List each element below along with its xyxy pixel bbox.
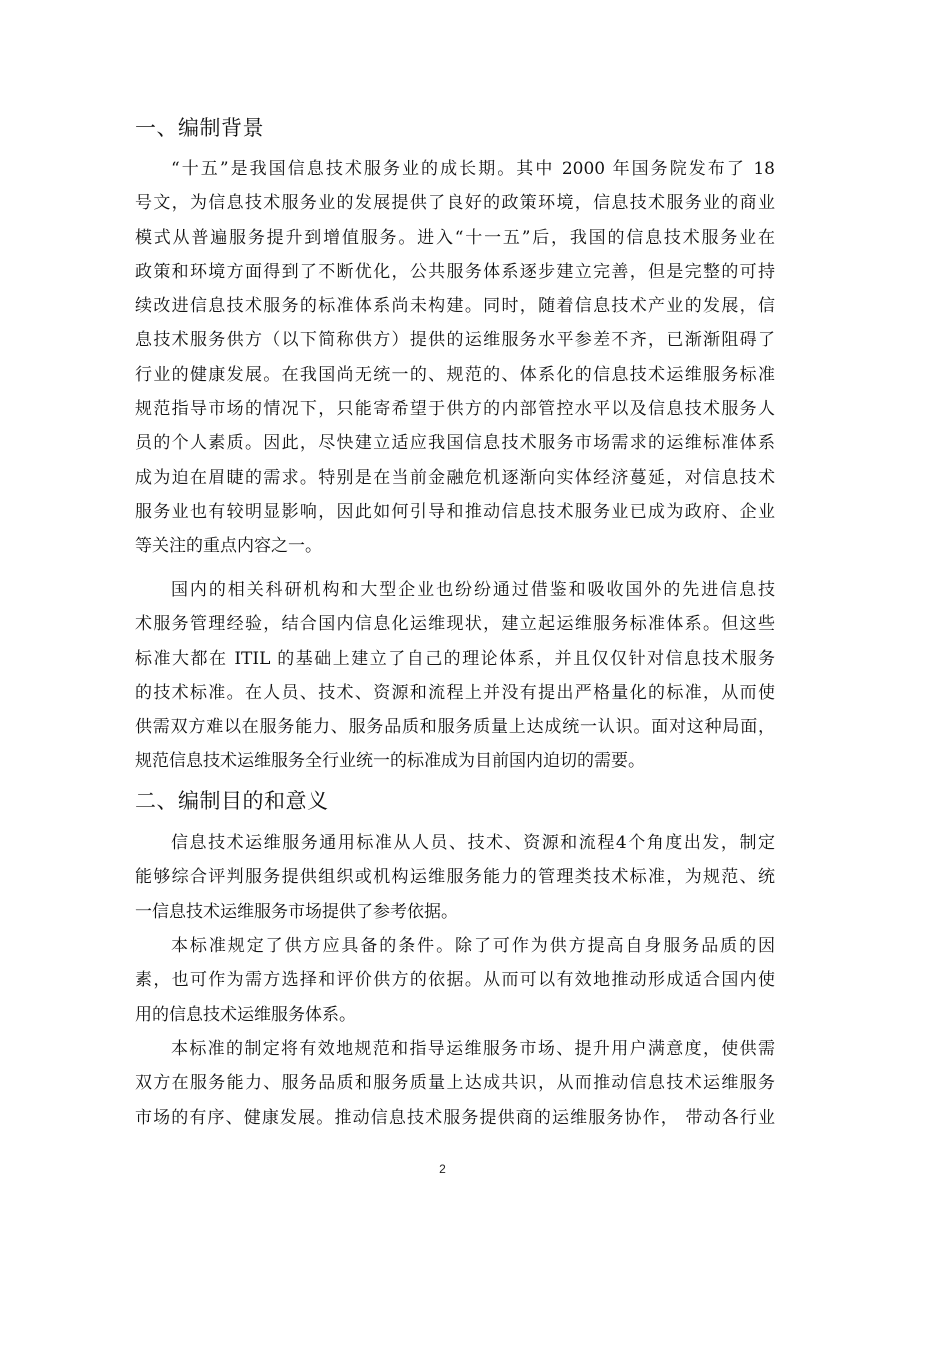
text-line: 术服务管理经验，结合国内信息化运维现状，建立起运维服务标准体系。但这些 <box>135 614 775 635</box>
text-line: 成为迫在眉睫的需求。特别是在当前金融危机逐渐向实体经济蔓延，对信息技术 <box>135 467 775 488</box>
paragraph-background-1 <box>135 152 775 564</box>
text-line: 政策和环境方面得到了不断优化，公共服务体系逐步建立完善，但是完整的可持 <box>135 261 775 282</box>
text-line: 信息技术运维服务通用标准从人员、技术、资源和流程4个角度出发，制定 <box>171 833 775 853</box>
text-line: 供需双方难以在服务能力、服务品质和服务质量上达成统一认识。面对这种局面， <box>135 717 775 738</box>
page-number: 2 <box>439 1162 446 1176</box>
text-line: 号文，为信息技术服务业的发展提供了良好的政策环境，信息技术服务业的商业 <box>135 193 775 214</box>
text-line: “十五”是我国信息技术服务业的成长期。其中 2000 年国务院发布了 18 <box>171 159 775 179</box>
text-line: 市场的有序、健康发展。推动信息技术服务提供商的运维服务协作， 带动各行业 <box>135 1107 775 1128</box>
text-line: 续改进信息技术服务的标准体系尚未构建。同时，随着信息技术产业的发展，信 <box>135 296 775 317</box>
text-line: 用的信息技术运维服务体系。 <box>135 1004 356 1025</box>
text-line: 规范指导市场的情况下，只能寄希望于供方的内部管控水平以及信息技术服务人 <box>135 399 775 420</box>
paragraph-purpose-3 <box>135 1032 775 1135</box>
text-line: 本标准规定了供方应具备的条件。除了可作为供方提高自身服务品质的因 <box>171 936 775 956</box>
text-line: 规范信息技术运维服务全行业统一的标准成为目前国内迫切的需要。 <box>135 751 645 772</box>
text-line: 等关注的重点内容之一。 <box>135 536 322 557</box>
text-line: 双方在服务能力、服务品质和服务质量上达成共识，从而推动信息技术运维服务 <box>135 1073 775 1094</box>
section-heading-purpose: 二、编制目的和意义 <box>135 789 329 813</box>
text-line: 一信息技术运维服务市场提供了参考依据。 <box>135 901 458 922</box>
paragraph-background-2 <box>135 573 775 779</box>
paragraph-purpose-1 <box>135 826 775 929</box>
text-line: 息技术服务供方（以下简称供方）提供的运维服务水平参差不齐，已渐渐阻碍了 <box>135 330 775 351</box>
text-line: 的技术标准。在人员、技术、资源和流程上并没有提出严格量化的标准，从而使 <box>135 682 775 703</box>
text-line: 模式从普遍服务提升到增值服务。进入“十一五”后，我国的信息技术服务业在 <box>135 227 775 248</box>
text-line: 本标准的制定将有效地规范和指导运维服务市场、提升用户满意度，使供需 <box>171 1039 775 1059</box>
section-heading-background: 一、编制背景 <box>135 116 264 140</box>
text-line: 国内的相关科研机构和大型企业也纷纷通过借鉴和吸收国外的先进信息技 <box>171 580 775 600</box>
text-line: 服务业也有较明显影响，因此如何引导和推动信息技术服务业已成为政府、企业 <box>135 501 775 522</box>
text-line: 素，也可作为需方选择和评价供方的依据。从而可以有效地推动形成适合国内使 <box>135 970 775 991</box>
text-line: 能够综合评判服务提供组织或机构运维服务能力的管理类技术标准，为规范、统 <box>135 867 775 888</box>
text-line: 标准大都在 ITIL 的基础上建立了自己的理论体系，并且仅仅针对信息技术服务 <box>135 648 775 669</box>
text-line: 行业的健康发展。在我国尚无统一的、规范的、体系化的信息技术运维服务标准 <box>135 364 775 385</box>
text-line: 员的个人素质。因此，尽快建立适应我国信息技术服务市场需求的运维标准体系 <box>135 433 775 454</box>
paragraph-purpose-2 <box>135 929 775 1032</box>
